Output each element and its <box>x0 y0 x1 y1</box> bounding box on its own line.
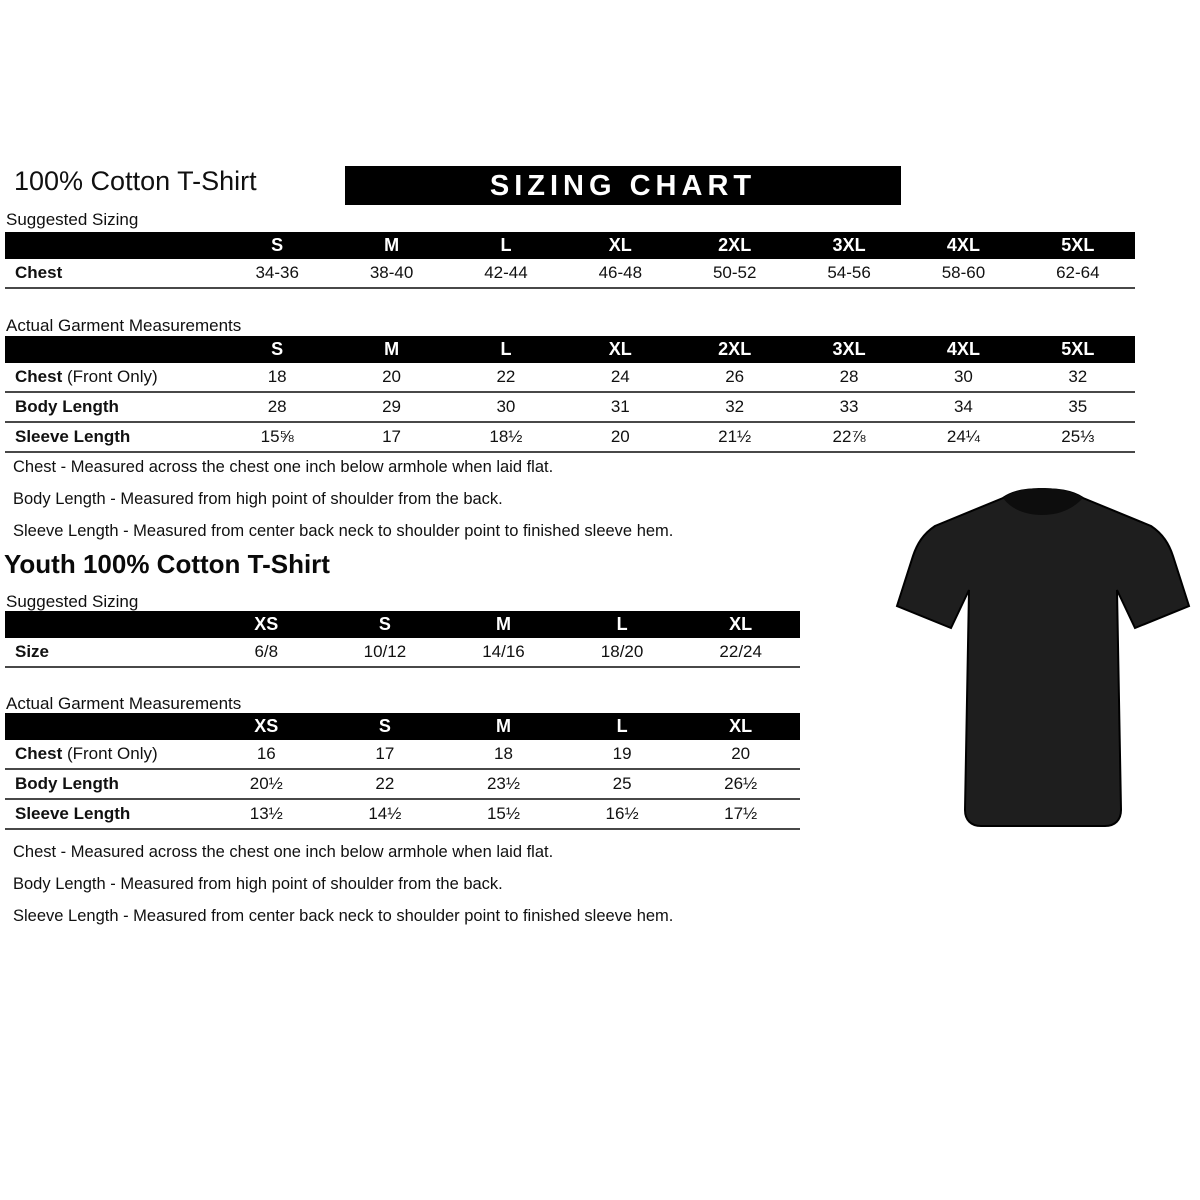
measurement-cell: 24¼ <box>906 422 1020 452</box>
youth-actual-measurements-table <box>5 713 800 830</box>
youth-suggested-sizing-table <box>5 611 800 668</box>
measurement-cell: 22 <box>326 769 445 799</box>
measurement-cell: 22/24 <box>681 638 800 667</box>
measurement-cell: 22 <box>449 363 563 392</box>
adult-actual-measurements-table <box>5 336 1135 453</box>
measurement-cell: 15½ <box>444 799 563 829</box>
measurement-cell: 17 <box>326 740 445 769</box>
measurement-cell: 29 <box>334 392 448 422</box>
note-line: Sleeve Length - Measured from center back neck to shoulder point to finished sleeve hem. <box>13 907 674 925</box>
size-column-header: S <box>326 713 445 740</box>
youth-page-title: Youth 100% Cotton T-Shirt <box>4 549 330 579</box>
note-line: Body Length - Measured from high point of shoulder from the back. <box>13 490 503 508</box>
table-corner-cell <box>5 336 220 363</box>
table-row <box>5 259 1135 288</box>
measurement-cell: 22⅞ <box>792 422 906 452</box>
measurement-cell: 62-64 <box>1021 259 1135 288</box>
size-column-header: 5XL <box>1021 232 1135 259</box>
measurement-cell: 20½ <box>207 769 326 799</box>
size-column-header: L <box>449 232 563 259</box>
measurement-cell: 19 <box>563 740 682 769</box>
table-row <box>5 799 800 829</box>
size-column-header: S <box>220 336 334 363</box>
measurement-cell: 14½ <box>326 799 445 829</box>
measurement-cell: 32 <box>1021 363 1135 392</box>
measurement-cell: 23½ <box>444 769 563 799</box>
table-corner-cell <box>5 713 207 740</box>
measurement-cell: 30 <box>449 392 563 422</box>
size-column-header: M <box>444 611 563 638</box>
measurement-cell: 25 <box>563 769 682 799</box>
row-label: Chest <box>5 259 220 288</box>
size-column-header: XS <box>207 713 326 740</box>
youth-suggested-sizing-label: Suggested Sizing <box>6 592 139 611</box>
table-corner-cell <box>5 611 207 638</box>
size-column-header: 4XL <box>906 336 1020 363</box>
measurement-cell: 31 <box>563 392 677 422</box>
measurement-cell: 20 <box>334 363 448 392</box>
size-column-header: 3XL <box>792 336 906 363</box>
measurement-cell: 46-48 <box>563 259 677 288</box>
size-column-header: XL <box>563 336 677 363</box>
measurement-cell: 50-52 <box>678 259 792 288</box>
row-label: Chest (Front Only) <box>5 740 207 769</box>
measurement-cell: 15⅝ <box>220 422 334 452</box>
adult-actual-measurements-label: Actual Garment Measurements <box>6 316 242 335</box>
table-row <box>5 422 1135 452</box>
measurement-cell: 26½ <box>681 769 800 799</box>
measurement-cell: 18 <box>444 740 563 769</box>
measurement-cell: 42-44 <box>449 259 563 288</box>
youth-actual-measurements-label: Actual Garment Measurements <box>6 694 242 713</box>
size-column-header: 5XL <box>1021 336 1135 363</box>
table-row <box>5 363 1135 392</box>
size-column-header: M <box>444 713 563 740</box>
measurement-cell: 26 <box>678 363 792 392</box>
table-corner-cell <box>5 232 220 259</box>
measurement-cell: 28 <box>792 363 906 392</box>
table-row <box>5 638 800 667</box>
measurement-cell: 20 <box>681 740 800 769</box>
size-column-header: 2XL <box>678 336 792 363</box>
header-row <box>5 713 800 740</box>
measurement-cell: 18½ <box>449 422 563 452</box>
measurement-cell: 14/16 <box>444 638 563 667</box>
sizing-chart-banner: SIZING CHART <box>345 166 901 205</box>
adult-suggested-sizing-label: Suggested Sizing <box>6 210 139 229</box>
youth-measurement-notes <box>13 843 673 939</box>
note-line: Sleeve Length - Measured from center back neck to shoulder point to finished sleeve hem. <box>13 522 674 540</box>
measurement-cell: 16 <box>207 740 326 769</box>
measurement-cell: 10/12 <box>326 638 445 667</box>
adult-measurement-notes <box>13 458 673 554</box>
size-column-header: 3XL <box>792 232 906 259</box>
size-column-header: 4XL <box>906 232 1020 259</box>
size-column-header: L <box>563 713 682 740</box>
size-column-header: S <box>220 232 334 259</box>
tshirt-graphic <box>893 476 1191 836</box>
adult-suggested-sizing-table <box>5 232 1135 289</box>
measurement-cell: 20 <box>563 422 677 452</box>
header-row <box>5 232 1135 259</box>
size-column-header: M <box>334 232 448 259</box>
measurement-cell: 18/20 <box>563 638 682 667</box>
row-label: Size <box>5 638 207 667</box>
size-column-header: XL <box>681 713 800 740</box>
tshirt-body-shape <box>897 489 1189 826</box>
measurement-cell: 30 <box>906 363 1020 392</box>
size-column-header: S <box>326 611 445 638</box>
measurement-cell: 13½ <box>207 799 326 829</box>
row-label: Body Length <box>5 392 220 422</box>
size-column-header: XS <box>207 611 326 638</box>
measurement-cell: 32 <box>678 392 792 422</box>
page-title: 100% Cotton T-Shirt <box>14 166 257 196</box>
measurement-cell: 34 <box>906 392 1020 422</box>
note-line: Body Length - Measured from high point of shoulder from the back. <box>13 875 503 893</box>
header-row <box>5 611 800 638</box>
size-column-header: L <box>563 611 682 638</box>
measurement-cell: 54-56 <box>792 259 906 288</box>
table-row <box>5 740 800 769</box>
measurement-cell: 25⅓ <box>1021 422 1135 452</box>
size-column-header: XL <box>681 611 800 638</box>
measurement-cell: 6/8 <box>207 638 326 667</box>
measurement-cell: 17 <box>334 422 448 452</box>
size-column-header: 2XL <box>678 232 792 259</box>
row-label: Sleeve Length <box>5 799 207 829</box>
note-line: Chest - Measured across the chest one inch below armhole when laid flat. <box>13 458 554 476</box>
row-label: Chest (Front Only) <box>5 363 220 392</box>
measurement-cell: 33 <box>792 392 906 422</box>
size-column-header: XL <box>563 232 677 259</box>
measurement-cell: 34-36 <box>220 259 334 288</box>
black-tshirt-image <box>893 476 1191 836</box>
measurement-cell: 18 <box>220 363 334 392</box>
size-column-header: L <box>449 336 563 363</box>
size-column-header: M <box>334 336 448 363</box>
measurement-cell: 16½ <box>563 799 682 829</box>
row-label: Body Length <box>5 769 207 799</box>
measurement-cell: 58-60 <box>906 259 1020 288</box>
row-label: Sleeve Length <box>5 422 220 452</box>
measurement-cell: 21½ <box>678 422 792 452</box>
table-row <box>5 392 1135 422</box>
table-row <box>5 769 800 799</box>
measurement-cell: 28 <box>220 392 334 422</box>
measurement-cell: 38-40 <box>334 259 448 288</box>
measurement-cell: 35 <box>1021 392 1135 422</box>
measurement-cell: 17½ <box>681 799 800 829</box>
measurement-cell: 24 <box>563 363 677 392</box>
header-row <box>5 336 1135 363</box>
note-line: Chest - Measured across the chest one inch below armhole when laid flat. <box>13 843 554 861</box>
